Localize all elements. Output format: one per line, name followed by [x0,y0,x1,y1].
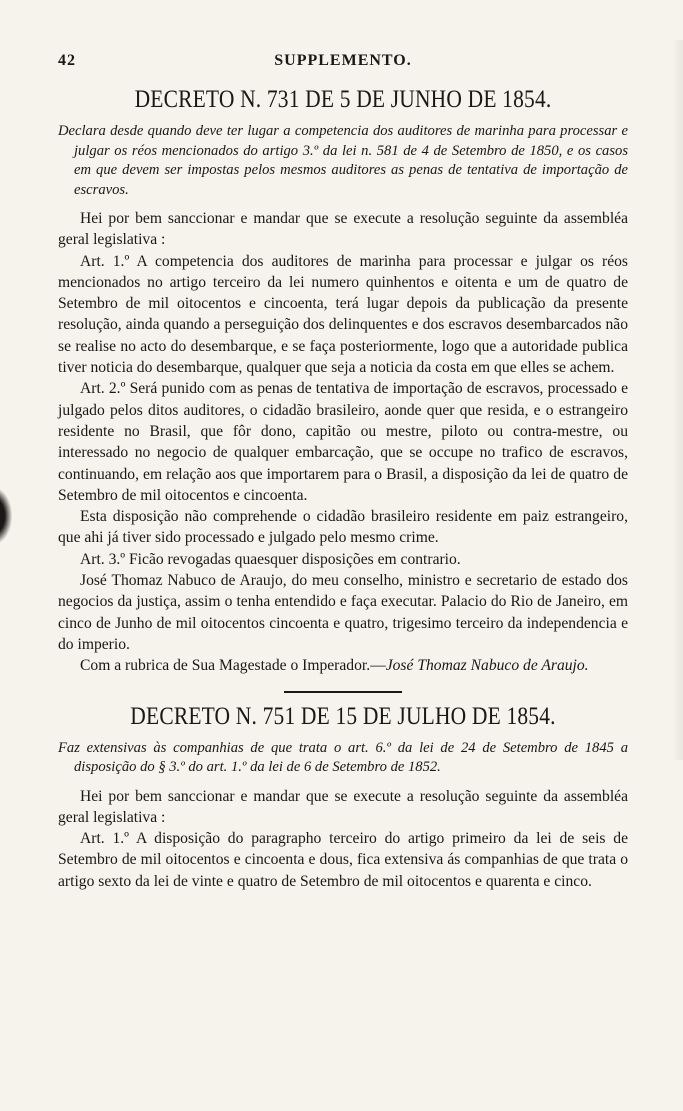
article-1: Art. 1.º A competencia dos auditores de marinha para processar e julgar os réos mencionados no artigo terceiro da lei numero quinhentos e oitenta e um de quatro de Setembro de mil oitocentos e cincoenta, terá lugar depois da publicação da presente resolução, ainda quando a perseguição dos delinquentes e dos escravos desembarcados não se realise no acto do desembarque, e se faça posteriormente, logo que a autoridade publica tiver noticia do desembarque, qualquer que seja a noticia da costa em que elles se achem. [58,252,628,377]
decree-title: DECRETO N. 751 DE 15 DE JULHO DE 1854. [130,702,556,730]
article-3: Art. 3.º Ficão revogadas quaesquer disposições em contrario. [80,550,461,568]
preamble: Hei por bem sanccionar e mandar que se execute a resolução seguinte da assembléa geral legislativa : [58,210,628,249]
rubric-line [58,655,628,676]
section-divider [284,691,402,693]
article-1: Art. 1.º A disposição do paragrapho terceiro do artigo primeiro da lei de seis de Setembro de mil oitocentos e cincoenta e dous, fica extensiva ás companhias de que trata o artigo sexto da lei de vinte e quatro de Setembro de mil oitocentos e quarenta e cinco. [58,830,628,890]
decree-summary: Faz extensivas às companhias de que trata o art. 6.º da lei de 24 de Setembro de 1845 a disposição do § 3.º do art. 1.º da lei de 6 de Setembro de 1852. [58,739,628,776]
signature: José Thomaz Nabuco de Araujo. [385,657,589,675]
ink-blot [0,487,12,545]
decree-title: DECRETO N. 731 DE 5 DE JUNHO DE 1854. [134,86,552,113]
decree-751 [58,703,628,892]
preamble: Hei por bem sanccionar e mandar que se execute a resolução seguinte da assembléa geral legislativa : [58,787,628,826]
closing-paragraph: José Thomaz Nabuco de Araujo, do meu conselho, ministro e secretario de estado dos negocios da justiça, assim o tenha entendido e faça executar. Palacio do Rio de Janeiro, em cinco de Junho de mil oitocentos cincoenta e quatro, trigesimo terceiro da independencia e do imperio. [58,572,628,653]
page-edge-shadow [672,40,683,760]
article-2-exception: Esta disposição não comprehende o cidadão brasileiro residente em paiz estrangeiro, que ahi já tiver sido processado e julgado pelo mesmo crime. [58,508,628,547]
running-title: SUPPLEMENTO. [274,52,412,69]
page-number: 42 [58,52,76,69]
article-2: Art. 2.º Será punido com as penas de tentativa de importação de escravos, processado e julgado pelos ditos auditores, o cidadão brasileiro, aonde quer que resida, e o estrangeiro residente no Brasil, que fôr dono, capitão ou mestre, piloto ou contra-mestre, ou interessado no negocio de qualquer embarcação, que se occupe no trafico de escravos, continuando, em relação aos que importarem para o Brasil, a disposição da lei de quatro de Setembro de mil oitocentos e cincoenta. [58,380,628,504]
page [58,52,628,892]
decree-summary: Declara desde quando deve ter lugar a competencia dos auditores de marinha para processar e julgar os réos mencionados do artigo 3.º da lei n. 581 de 4 de Setembro de 1850, e os casos em que devem ser impostas pelos mesmos auditores as penas de tentativa de importação de escravos. [58,123,628,198]
decree-731 [58,86,628,677]
running-head [58,52,628,76]
rubric-text: Com a rubrica de Sua Magestade o Imperador.— [80,657,386,675]
